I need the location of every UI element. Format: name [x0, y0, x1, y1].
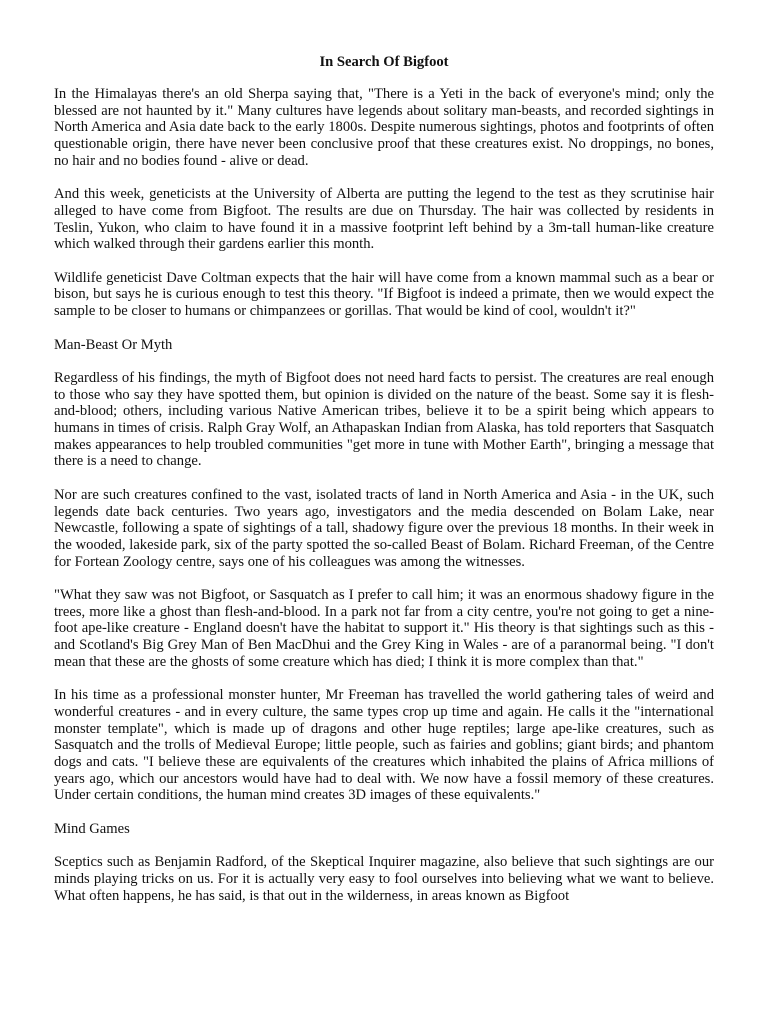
paragraph-intro: In the Himalayas there's an old Sherpa saying that, "There is a Yeti in the back of everyone's mind; only the blessed are not haunted by it." Many cultures have legends about solitary man-beasts, and recorded sightings in North America and Asia date back to the early 1800s. Despite numerous sightings, photos and footprints of often questionable origin, there have never been conclusive proof that these creatures exist. No droppings, no bones, no hair and no bodies found - alive or dead. [54, 86, 714, 169]
paragraph-coltman: Wildlife geneticist Dave Coltman expects that the hair will have come from a known mammal such as a bear or bison, but says he is curious enough to test this theory. "If Bigfoot is indeed a primate, then we would expect the sample to be closer to humans or chimpanzees or gorillas. That would be kind of cool, wouldn't it?" [54, 269, 714, 320]
paragraph-uk-legends: Nor are such creatures confined to the vast, isolated tracts of land in North America and Asia - in the UK, such legends date back centuries. Two years ago, investigators and the media descended on Bolam Lake, near Newcastle, following a spate of sightings of a tall, shadowy figure over the previous 18 months. In their week in the wooded, lakeside park, six of the party spotted the so-called Beast of Bolam. Richard Freeman, of the Centre for Fortean Zoology centre, says one of his colleagues was among the witnesses. [54, 486, 714, 570]
document-page [54, 54, 714, 921]
paragraph-freeman-quote: "What they saw was not Bigfoot, or Sasquatch as I prefer to call him; it was an enormous shadowy figure in the trees, more like a ghost than flesh-and-blood. In a park not far from a city centre, you're not going to get a nine-foot ape-like creature - England doesn't have the habitat to support it." His theory is that sightings such as this - and Scotland's Big Grey Man of Ben MacDhui and the Grey King in Wales - are of a paranormal being. "I don't mean that these are the ghosts of some creature which has died; I think it is more complex than that." [54, 587, 714, 670]
paragraph-sceptics: Sceptics such as Benjamin Radford, of the Skeptical Inquirer magazine, also believe that such sightings are our minds playing tricks on us. For it is actually very easy to fool ourselves into believing what we want to believe. What often happens, he has said, is that out in the wilderness, in areas known as Bigfoot [54, 854, 714, 904]
document-title: In Search Of Bigfoot [319, 54, 449, 70]
paragraph-alberta-geneticists: And this week, geneticists at the University of Alberta are putting the legend to the test as they scrutinise hair alleged to have come from Bigfoot. The results are due on Thursday. The hair was collected by residents in Teslin, Yukon, who claim to have found it in a massive footprint left behind by a 3m-tall human-like creature which walked through their gardens earlier this month. [54, 186, 714, 253]
section-heading-man-beast-or-myth: Man-Beast Or Myth [54, 336, 173, 353]
paragraph-monster-template: In his time as a professional monster hunter, Mr Freeman has travelled the world gathering tales of weird and wonderful creatures - and in every culture, the same types crop up time and again. He calls it the "international monster template", which is made up of dragons and other huge reptiles; large ape-like creatures, such as Sasquatch and the trolls of Medieval Europe; little people, such as fairies and goblins; giant birds; and phantom dogs and cats. "I believe these are equivalents of the creatures which inhabited the plains of Africa millions of years ago, which our ancestors would have had to deal with. We now have a fossil memory of these creatures. Under certain conditions, the human mind creates 3D images of these equivalents." [54, 687, 714, 804]
section-heading-mind-games: Mind Games [54, 820, 130, 837]
paragraph-myth: Regardless of his findings, the myth of Bigfoot does not need hard facts to persist. The creatures are real enough to those who say they have spotted them, but opinion is divided on the nature of the beast. Some say it is flesh-and-blood; others, including various Native American tribes, believe it to be a spirit being which appears to humans in times of crisis. Ralph Gray Wolf, an Athapaskan Indian from Alaska, has told reporters that Sasquatch makes appearances to help troubled communities "get more in tune with Mother Earth", bringing a message that there is a need to change. [54, 369, 714, 470]
